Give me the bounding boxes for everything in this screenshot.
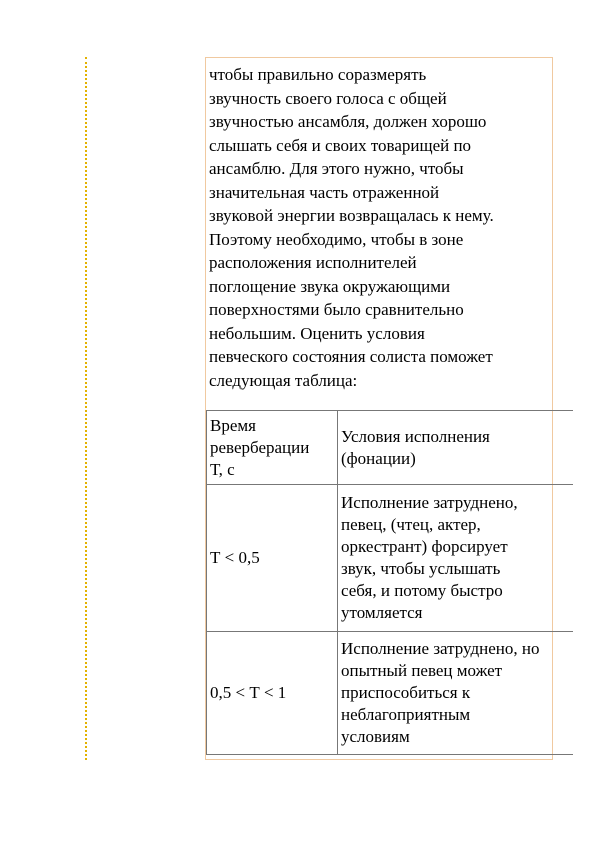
row-description-cell [338,632,574,755]
paragraph-line: Поэтому необходимо, чтобы в зоне [209,229,464,249]
header-reverberation-time [207,411,338,485]
margin-guide-line [85,57,87,760]
paragraph-line: значительная часть отраженной [209,182,440,202]
paragraph-line: ансамблю. Для этого нужно, чтобы [209,159,464,178]
paragraph-line: расположения исполнителей [209,253,417,272]
description-line: приспособиться к [341,683,471,702]
body-paragraph [209,63,554,392]
table-row [207,485,574,632]
description-line: звук, чтобы услышать [341,559,501,578]
description-line: опытный певец может [341,661,503,680]
table-header-row [207,411,574,485]
row-condition-cell: Т < 0,5 [207,485,338,632]
reverberation-table [206,410,573,755]
paragraph-line: звучность своего голоса с общей [209,88,447,108]
table-row [207,632,574,755]
paragraph-line: слышать себя и своих товарищей по [209,135,472,155]
description-line: неблагоприятным [341,705,471,724]
header-text-line: Условия исполнения [341,426,490,446]
header-text-line: (фонации) [341,448,416,468]
description-line: певец, (чтец, актер, [341,515,481,534]
paragraph-line: следующая таблица: [209,370,358,390]
description-line: Исполнение затруднено, [341,493,518,512]
header-text-line: Т, с [210,459,235,479]
paragraph-line: звучностью ансамбля, должен хорошо [209,112,487,131]
description-line: Исполнение затруднено, но [341,639,540,658]
header-text-line: Время [210,415,256,435]
description-line: себя, и потому быстро [341,581,503,600]
header-performance-conditions [338,411,574,485]
paragraph-line: чтобы правильно соразмерять [209,65,427,84]
description-line: оркестрант) форсирует [341,537,508,556]
paragraph-line: небольшим. Оценить условия [209,323,425,343]
paragraph-line: певческого состояния солиста поможет [209,347,493,366]
row-description-cell [338,485,574,632]
paragraph-line: поглощение звука окружающими [209,276,451,296]
row-condition-cell: 0,5 < Т < 1 [207,632,338,755]
header-text-line: реверберации [210,437,310,457]
paragraph-line: звуковой энергии возвращалась к нему. [209,206,494,225]
description-line: утомляется [341,603,423,622]
description-line: условиям [341,727,410,746]
paragraph-line: поверхностями было сравнительно [209,300,464,319]
